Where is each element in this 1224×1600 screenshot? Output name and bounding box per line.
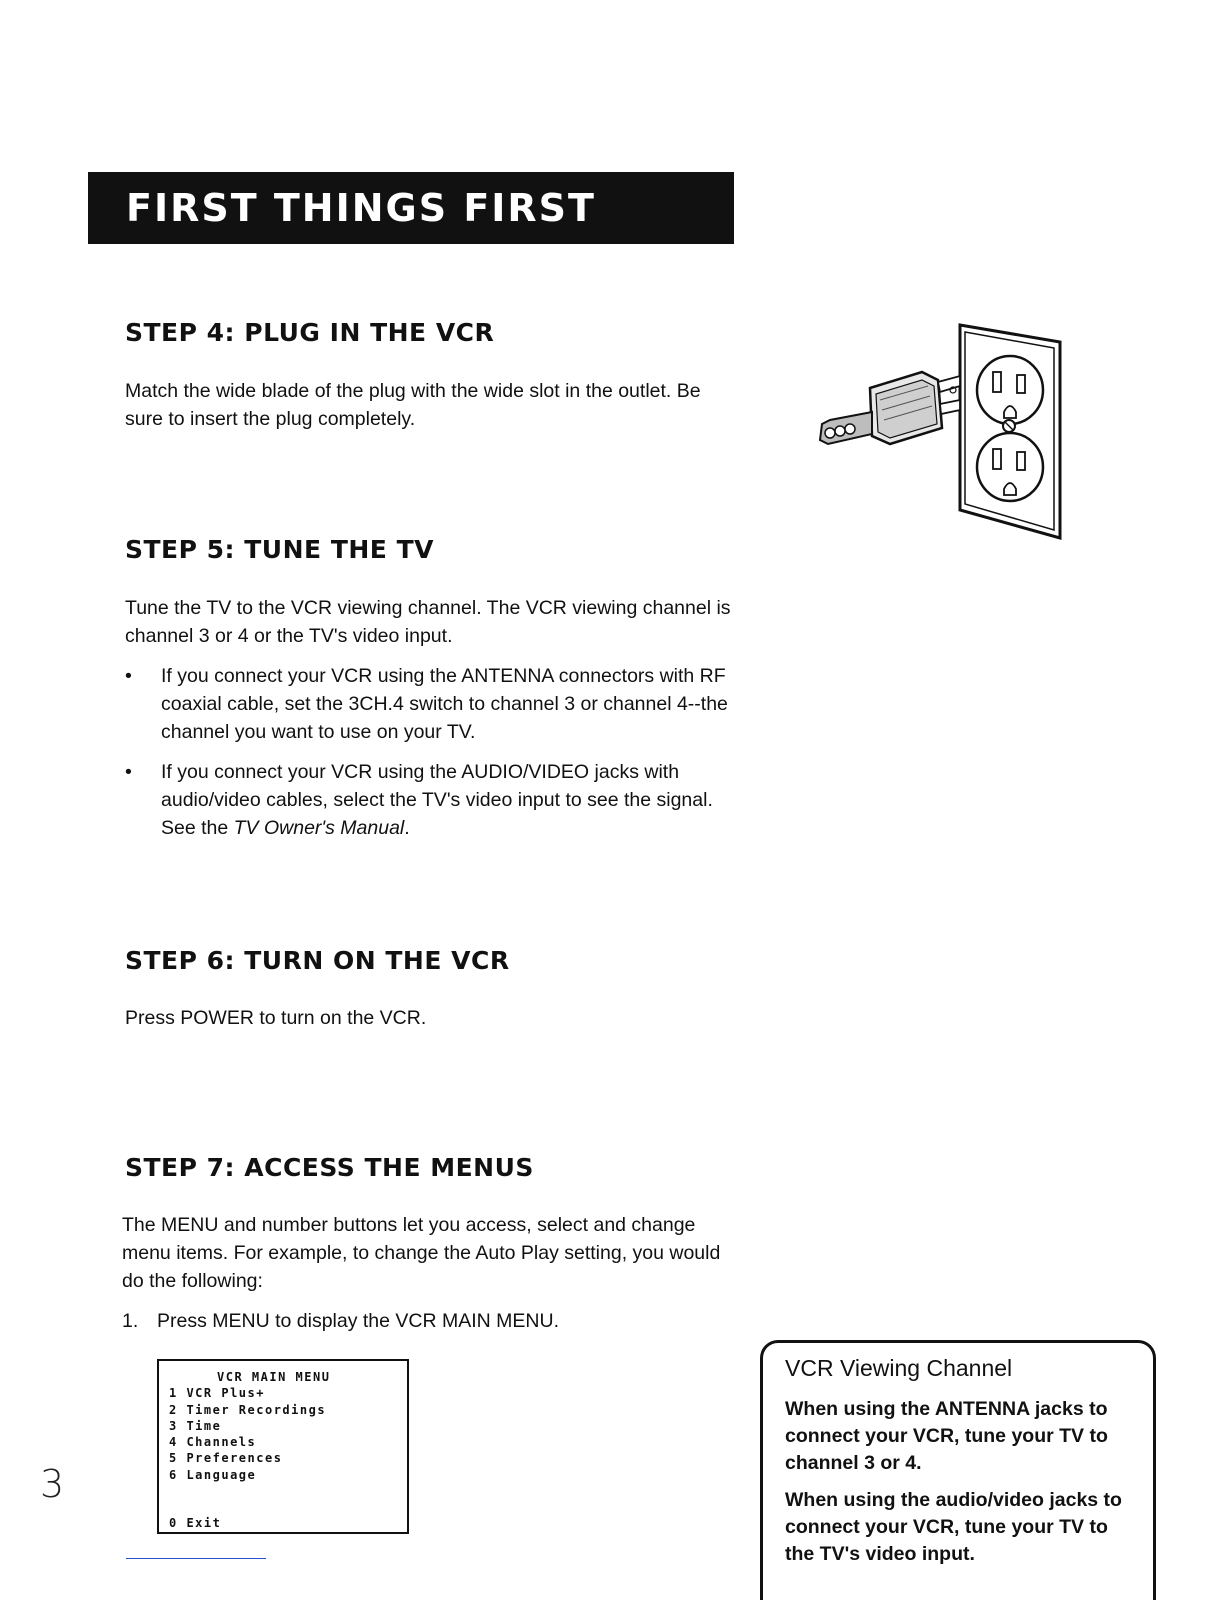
list-number: 1. <box>122 1310 139 1332</box>
section-banner: FIRST THINGS FIRST <box>88 172 734 244</box>
menu-item: 4 Channels <box>169 1435 257 1450</box>
step5-bullet-list <box>125 662 740 854</box>
vcr-main-menu-screen <box>157 1359 409 1534</box>
bullet-text-after: . <box>404 817 410 839</box>
sidebar-title: VCR Viewing Channel <box>785 1355 1013 1381</box>
step7-heading: STEP 7: ACCESS THE MENUS <box>125 1153 534 1182</box>
bullet-icon: • <box>125 761 132 783</box>
step5-heading: STEP 5: TUNE THE TV <box>125 535 434 564</box>
step6-heading: STEP 6: TURN ON THE VCR <box>125 946 510 975</box>
list-item <box>125 662 740 746</box>
page-number: 3 <box>40 1462 65 1506</box>
list-text: Press MENU to display the VCR MAIN MENU. <box>157 1310 560 1332</box>
step4-text: Match the wide blade of the plug with the wide slot in the outlet. Be sure to insert the plug completely. <box>125 380 701 430</box>
menu-title: VCR MAIN MENU <box>217 1370 331 1384</box>
footer-rule <box>126 1558 266 1559</box>
vcr-viewing-channel-sidebar <box>760 1340 1156 1600</box>
list-item <box>125 758 740 842</box>
menu-item: 3 Time <box>169 1418 222 1433</box>
sidebar-paragraph: When using the ANTENNA jacks to connect your VCR, tune your TV to channel 3 or 4. <box>785 1398 1108 1474</box>
bullet-icon: • <box>125 665 132 687</box>
step7-text: The MENU and number buttons let you access, select and change menu items. For example, to change the Auto Play setting, you would do the following: <box>122 1214 721 1292</box>
sidebar-paragraph: When using the audio/video jacks to connect your VCR, tune your TV to the TV's video input. <box>785 1489 1122 1565</box>
plug-outlet-illustration <box>810 320 1070 545</box>
list-item <box>122 1307 737 1335</box>
menu-item: 5 Preferences <box>169 1451 283 1466</box>
step4-heading: STEP 4: PLUG IN THE VCR <box>125 318 495 347</box>
menu-item: 6 Language <box>169 1467 257 1482</box>
menu-exit-item: 0 Exit <box>169 1516 222 1531</box>
step6-text: Press POWER to turn on the VCR. <box>125 1007 427 1029</box>
menu-item: 2 Timer Recordings <box>169 1402 327 1417</box>
menu-item: 1 VCR Plus+ <box>169 1386 265 1401</box>
bullet-text-before: If you connect your VCR using the AUDIO/VIDEO jacks with audio/video cables, select the TV's video input to see the signal. See the <box>161 761 713 839</box>
manual-title: TV Owner's Manual <box>233 817 405 839</box>
step5-text: Tune the TV to the VCR viewing channel. The VCR viewing channel is channel 3 or 4 or the TV's video input. <box>125 597 731 647</box>
bullet-text: If you connect your VCR using the ANTENNA connectors with RF coaxial cable, set the 3CH.4 switch to channel 3 or channel 4--the channel you want to use on your TV. <box>161 665 728 743</box>
step7-numbered-list <box>122 1307 737 1335</box>
